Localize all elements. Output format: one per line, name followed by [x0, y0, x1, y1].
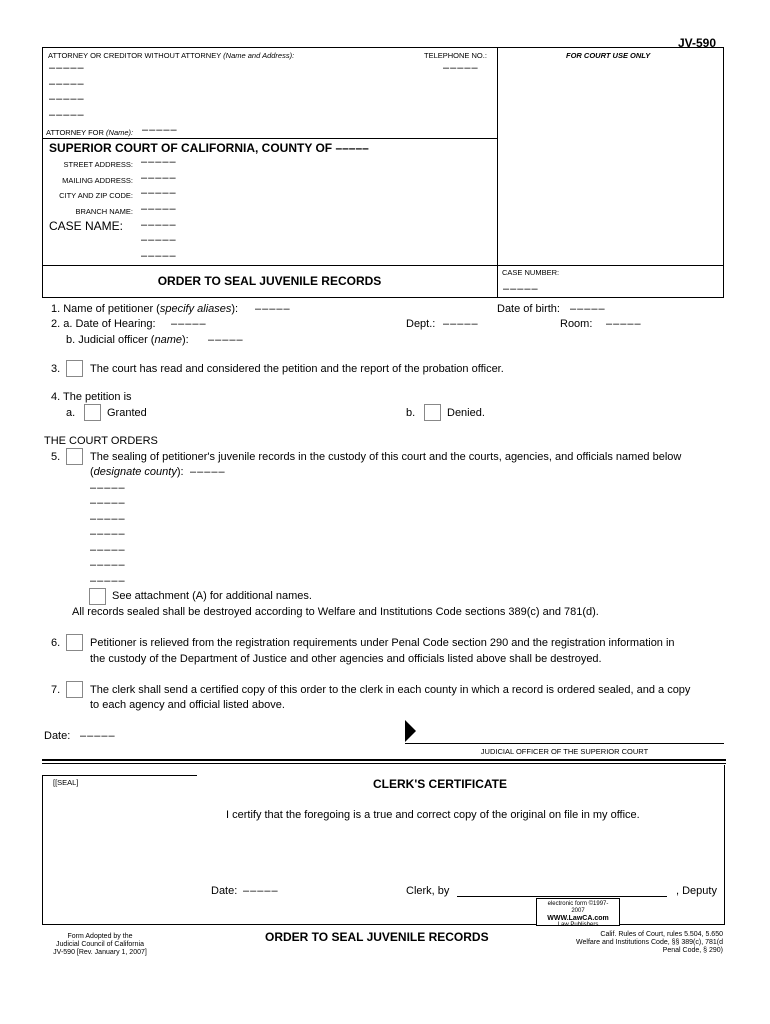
item3-checkbox[interactable]	[66, 360, 83, 377]
clerk-date-label: Date:	[211, 885, 238, 897]
room-field[interactable]: –––––	[606, 318, 642, 330]
item6-line-1: Petitioner is relieved from the registration requirements under Penal Code section 290 and the registration information in	[90, 637, 675, 649]
lawca-line-1: electronic form ©1997-	[547, 901, 609, 907]
case-name-label: CASE NAME:	[49, 219, 124, 233]
item2b-label: b. Judicial officer (name):	[66, 334, 189, 346]
denied-label: Denied.	[447, 407, 485, 419]
clerk-box-left	[42, 775, 43, 924]
hearing-date-field[interactable]: –––––	[171, 318, 207, 330]
judicial-officer-label: JUDICIAL OFFICER OF THE SUPERIOR COURT	[480, 747, 649, 756]
title-row-top	[42, 265, 724, 266]
granted-checkbox[interactable]	[84, 404, 101, 421]
record-line-5[interactable]: –––––	[90, 544, 126, 556]
seal-label: [[SEAL]	[53, 778, 79, 787]
case-number-label: CASE NUMBER:	[502, 268, 560, 277]
telephone-label: TELEPHONE NO.:	[424, 51, 487, 60]
item3-number: 3.	[51, 363, 61, 375]
attachment-checkbox[interactable]	[89, 588, 106, 605]
footer-right-line-2: Welfare and Institutions Code, §§ 389(c), 781(d	[576, 939, 723, 946]
clerk-by-label: Clerk, by	[406, 885, 450, 897]
judicial-officer-field[interactable]: –––––	[208, 334, 244, 346]
clerk-box-bottom	[42, 924, 725, 925]
dept-field[interactable]: –––––	[443, 318, 479, 330]
case-name-field-3[interactable]: –––––	[141, 250, 177, 262]
record-line-4[interactable]: –––––	[90, 528, 126, 540]
attorney-line-4[interactable]: –––––	[49, 109, 85, 121]
clerk-signature-line[interactable]	[457, 896, 667, 897]
item4a-letter: a.	[66, 407, 76, 419]
footer-left-line-1: Form Adopted by the	[67, 933, 133, 940]
footer-right-line-1: Calif. Rules of Court, rules 5.504, 5.650	[600, 931, 723, 938]
court-use-label: FOR COURT USE ONLY	[566, 51, 651, 60]
lawca-line-3: WWW.LawCA.com	[547, 915, 609, 922]
footer-right	[520, 931, 723, 955]
item7-number: 7.	[51, 684, 61, 696]
attorney-line-2[interactable]: –––––	[49, 78, 85, 90]
item1-label: 1. Name of petitioner (specify aliases):	[51, 303, 239, 315]
record-line-7[interactable]: –––––	[90, 575, 126, 587]
street-label: STREET ADDRESS:	[63, 160, 133, 169]
destroy-text: All records sealed shall be destroyed according to Welfare and Institutions Code sections 389(c) and 781(d).	[72, 606, 599, 618]
signature-line[interactable]	[405, 743, 724, 744]
city-label: CITY AND ZIP CODE:	[59, 191, 133, 200]
county-field[interactable]: –––––	[190, 466, 226, 478]
case-name-field-2[interactable]: –––––	[141, 234, 177, 246]
mailing-label: MAILING ADDRESS:	[62, 176, 133, 185]
footer-left-line-2: Judicial Council of California	[56, 941, 144, 948]
item5-number: 5.	[51, 451, 61, 463]
item4b-letter: b.	[406, 407, 416, 419]
item7-line-1: The clerk shall send a certified copy of this order to the clerk in each county in which a record is ordered sealed, and a copy	[90, 684, 691, 696]
certify-text: I certify that the foregoing is a true and correct copy of the original on file in my office.	[226, 809, 640, 821]
attorney-line-1[interactable]: –––––	[49, 62, 85, 74]
city-field[interactable]: –––––	[141, 187, 177, 199]
item7-line-2: to each agency and official listed above.	[90, 699, 285, 711]
granted-label: Granted	[107, 407, 147, 419]
denied-checkbox[interactable]	[424, 404, 441, 421]
attorney-for-field[interactable]: –––––	[142, 124, 178, 136]
order-date-label: Date:	[44, 730, 71, 742]
case-name-field-1[interactable]: –––––	[141, 219, 177, 231]
item5-county-label: (designate county):	[90, 466, 184, 478]
divider-rule-2	[42, 763, 726, 764]
dob-label: Date of birth:	[497, 303, 560, 315]
record-line-6[interactable]: –––––	[90, 559, 126, 571]
order-date-field[interactable]: –––––	[80, 730, 116, 742]
case-number-field[interactable]: –––––	[503, 283, 539, 295]
seal-line	[42, 775, 197, 776]
form-title: ORDER TO SEAL JUVENILE RECORDS	[157, 274, 382, 288]
attorney-label: ATTORNEY OR CREDITOR WITHOUT ATTORNEY (Name and Address):	[48, 51, 295, 60]
deputy-label: , Deputy	[676, 885, 717, 897]
item6-checkbox[interactable]	[66, 634, 83, 651]
lawca-stamp	[536, 898, 620, 926]
footer-left	[40, 933, 160, 957]
room-label: Room:	[560, 318, 593, 330]
signature-arrow-icon	[405, 720, 417, 742]
court-orders-heading: THE COURT ORDERS	[44, 435, 158, 447]
dob-field[interactable]: –––––	[570, 303, 606, 315]
lawca-line-2: 2007	[571, 908, 585, 914]
item2a-label: 2. a. Date of Hearing:	[51, 318, 156, 330]
item5-checkbox[interactable]	[66, 448, 83, 465]
item6-number: 6.	[51, 637, 61, 649]
footer-right-line-3: Penal Code, § 290)	[662, 947, 723, 954]
telephone-field[interactable]: –––––	[443, 62, 479, 74]
footer-title: ORDER TO SEAL JUVENILE RECORDS	[265, 930, 489, 944]
attorney-line-3[interactable]: –––––	[49, 93, 85, 105]
petitioner-name-field[interactable]: –––––	[255, 303, 291, 315]
record-line-2[interactable]: –––––	[90, 497, 126, 509]
court-box-top	[42, 138, 497, 139]
branch-field[interactable]: –––––	[141, 203, 177, 215]
record-line-1[interactable]: –––––	[90, 482, 126, 494]
mailing-field[interactable]: –––––	[141, 172, 177, 184]
attorney-for-label: ATTORNEY FOR (Name):	[46, 128, 134, 137]
lawca-line-4: Law Publishers	[557, 922, 599, 928]
caption-divider	[497, 47, 498, 298]
footer-left-line-3: JV-590 [Rev. January 1, 2007]	[53, 949, 147, 956]
dept-label: Dept.:	[406, 318, 436, 330]
item4-label: 4. The petition is	[51, 391, 132, 403]
clerk-certificate-title: CLERK'S CERTIFICATE	[373, 777, 507, 791]
item5-text: The sealing of petitioner's juvenile records in the custody of this court and the courts, agencies, and officials named below	[90, 451, 682, 463]
street-field[interactable]: –––––	[141, 156, 177, 168]
court-title: SUPERIOR COURT OF CALIFORNIA, COUNTY OF –––––	[49, 141, 369, 155]
item3-text: The court has read and considered the petition and the report of the probation officer.	[90, 363, 504, 375]
item6-line-2: the custody of the Department of Justice and other agencies and officials listed above shall be destroyed.	[90, 653, 602, 665]
attachment-text: See attachment (A) for additional names.	[112, 590, 312, 602]
divider-rule-1	[42, 759, 726, 761]
item7-checkbox[interactable]	[66, 681, 83, 698]
branch-label: BRANCH NAME:	[75, 207, 133, 216]
clerk-date-field[interactable]: –––––	[243, 885, 279, 897]
clerk-box-right	[724, 765, 725, 924]
form-number: JV-590	[678, 36, 717, 50]
record-line-3[interactable]: –––––	[90, 513, 126, 525]
